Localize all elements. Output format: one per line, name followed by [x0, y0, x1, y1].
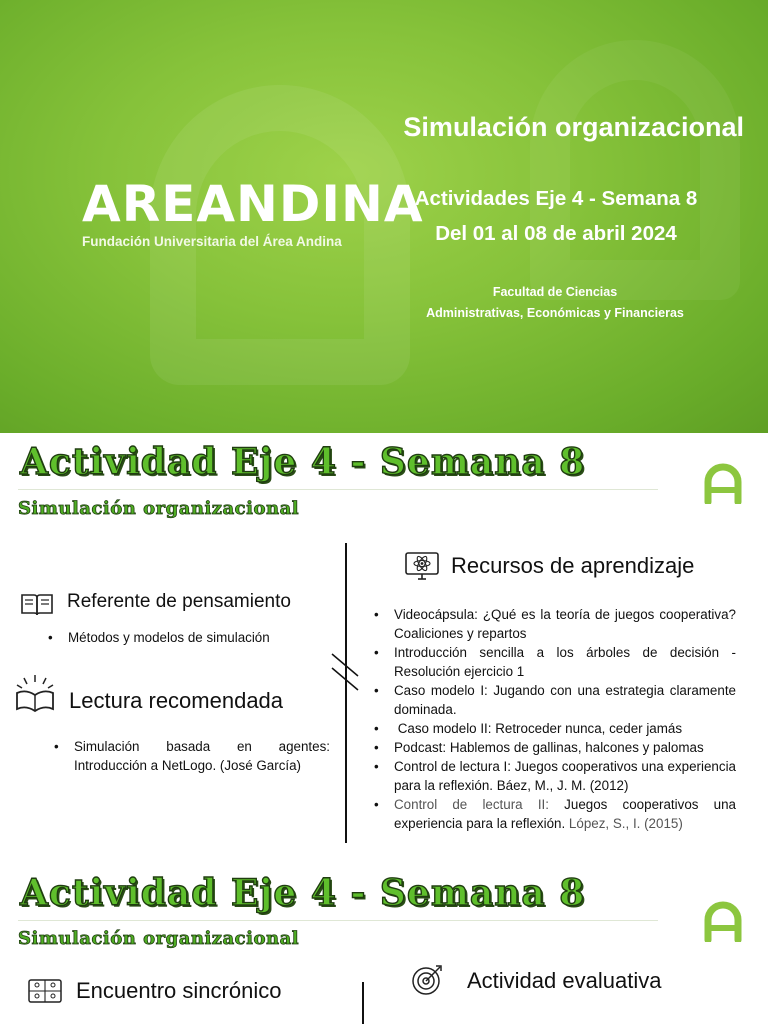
- slide-title: Actividad Eje 4 - Semana 8: [20, 441, 586, 483]
- item-body: Juegos cooperativos una experiencia para la reflexión.: [394, 797, 736, 831]
- video-meeting-icon: [27, 978, 63, 1006]
- list-item: • Introducción sencilla a los árboles de decisión - Resolución ejercicio 1: [372, 643, 736, 681]
- areandina-logo: AREANDINA: [82, 175, 424, 233]
- list-item: • Control de lectura I: Juegos cooperativos una experiencia para la reflexión. Báez, M., J. M. (2012): [372, 757, 736, 795]
- cover-faculty-line2: Administrativas, Económicas y Financieras: [426, 306, 684, 320]
- header-divider: [18, 920, 658, 921]
- referente-heading: Referente de pensamiento: [67, 591, 291, 612]
- list-item: [372, 795, 736, 833]
- target-icon: [410, 963, 444, 997]
- brand-a-icon: [703, 462, 743, 504]
- lectura-heading: Lectura recomendada: [69, 688, 284, 713]
- item-citation: López, S., I. (2015): [565, 816, 683, 831]
- header-divider: [18, 489, 658, 490]
- encuentro-heading: Encuentro sincrónico: [76, 978, 282, 1003]
- brand-a-icon: [703, 900, 743, 942]
- divider-break-mark: [330, 650, 362, 694]
- recursos-heading: Recursos de aprendizaje: [451, 553, 695, 578]
- list-item: • Simulación basada en agentes: Introducción a NetLogo. (José García): [52, 737, 330, 775]
- cover-activity-line: Actividades Eje 4 - Semana 8: [414, 187, 698, 210]
- lectura-list: [52, 737, 330, 775]
- list-item: • Caso modelo II: Retroceder nunca, ceder jamás: [372, 719, 736, 738]
- logo-subtitle: Fundación Universitaria del Área Andina: [82, 234, 342, 249]
- slide-subtitle: Simulación organizacional: [18, 928, 300, 949]
- list-item: • Caso modelo I: Jugando con una estrategia claramente dominada.: [372, 681, 736, 719]
- evaluativa-heading: Actividad evaluativa: [467, 968, 662, 993]
- list-item: • Podcast: Hablemos de gallinas, halcones y palomas: [372, 738, 736, 757]
- item-lead: Control de lectura II:: [394, 797, 549, 812]
- list-item: • Métodos y modelos de simulación: [46, 628, 326, 647]
- column-divider: [362, 982, 364, 1024]
- monitor-atom-icon: [404, 551, 440, 581]
- watermark-shape: [530, 40, 740, 300]
- slide-subtitle: Simulación organizacional: [18, 498, 300, 519]
- cover-date-line: Del 01 al 08 de abril 2024: [435, 222, 677, 245]
- cover-slide: [0, 0, 768, 433]
- slide-title: Actividad Eje 4 - Semana 8: [20, 872, 586, 914]
- cover-faculty-line1: Facultad de Ciencias: [492, 285, 618, 299]
- reading-book-icon: [14, 673, 56, 715]
- open-book-icon: [20, 592, 54, 618]
- recursos-list: [372, 605, 736, 833]
- referente-list: [46, 628, 326, 647]
- cover-title: Simulación organizacional: [403, 112, 744, 142]
- list-item: • Videocápsula: ¿Qué es la teoría de juegos cooperativa? Coaliciones y repartos: [372, 605, 736, 643]
